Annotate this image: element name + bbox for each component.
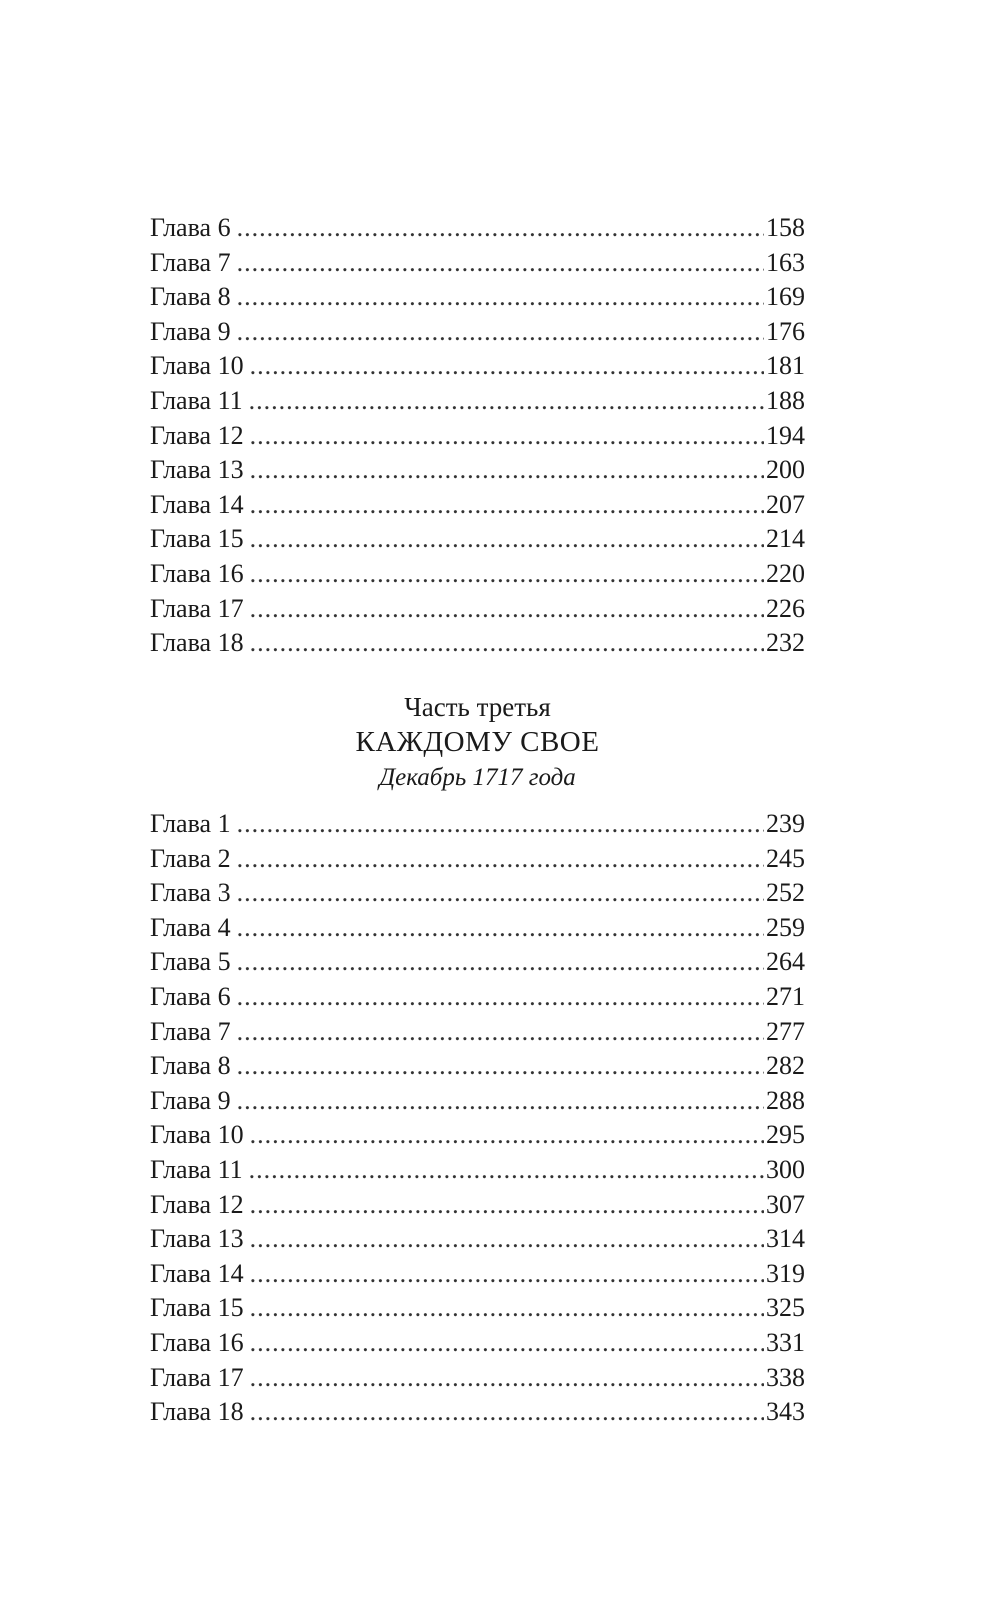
dot-leader [250,349,764,384]
toc-entry-page-number: 252 [766,878,805,908]
toc-entry [150,211,805,246]
toc-list-part-three [150,807,805,1430]
toc-entry [150,246,805,281]
dot-leader [249,384,764,419]
toc-entry [150,1153,805,1188]
toc-entry-label: Глава 17 [150,593,244,623]
toc-entry [150,1291,805,1326]
toc-entry [150,1118,805,1153]
dot-leader [250,1188,764,1223]
dot-leader [250,1291,764,1326]
toc-entry-page-number: 282 [766,1051,805,1081]
toc-entry-label: Глава 16 [150,1327,244,1357]
toc-entry-page-number: 264 [766,947,805,977]
dot-leader [237,1049,764,1084]
toc-entry-page-number: 176 [766,316,805,346]
toc-entry-label: Глава 14 [150,489,244,519]
toc-entry [150,1084,805,1119]
toc-entry-label: Глава 11 [150,1154,243,1184]
toc-entry [150,419,805,454]
toc-entry-label: Глава 15 [150,1293,244,1323]
toc-entry-page-number: 181 [766,351,805,381]
toc-entry-label: Глава 1 [150,809,231,838]
dot-leader [237,280,764,315]
dot-leader [237,980,764,1015]
dot-leader [237,876,764,911]
toc-entry [150,315,805,350]
dot-leader [237,842,764,877]
toc-entry [150,911,805,946]
toc-entry-label: Глава 2 [150,843,231,873]
toc-entry-label: Глава 12 [150,1189,244,1219]
toc-entry [150,842,805,877]
dot-leader [250,1222,764,1257]
toc-entry [150,488,805,523]
toc-entry [150,1222,805,1257]
toc-entry-page-number: 169 [766,282,805,312]
toc-entry-page-number: 300 [766,1154,805,1184]
toc-entry-label: Глава 5 [150,947,231,977]
dot-leader [250,592,764,627]
toc-entry-label: Глава 7 [150,1016,231,1046]
toc-entry [150,453,805,488]
toc-entry-page-number: 307 [766,1189,805,1219]
part-title: КАЖДОМУ СВОЕ [355,726,600,758]
toc-entry [150,807,805,842]
toc-entry-page-number: 200 [766,455,805,485]
part-heading [150,690,805,796]
dot-leader [250,1361,764,1396]
toc-entry [150,945,805,980]
toc-entry-label: Глава 17 [150,1362,244,1392]
toc-entry-page-number: 338 [766,1362,805,1392]
toc-entry [150,280,805,315]
dot-leader [237,315,764,350]
toc-entry-label: Глава 9 [150,1085,231,1115]
dot-leader [250,1395,764,1430]
dot-leader [237,211,764,246]
toc-entry [150,1395,805,1430]
toc-entry-page-number: 343 [766,1397,805,1427]
toc-entry-page-number: 207 [766,489,805,519]
toc-entry [150,1361,805,1396]
dot-leader [237,807,764,842]
dot-leader [249,1153,764,1188]
dot-leader [250,1118,764,1153]
toc-entry [150,1326,805,1361]
dot-leader [250,488,764,523]
toc-entry-label: Глава 8 [150,282,231,312]
part-subtitle: Декабрь 1717 года [379,764,576,791]
toc-entry-page-number: 271 [766,981,805,1011]
toc-entry [150,1015,805,1050]
dot-leader [237,1015,764,1050]
toc-entry-page-number: 188 [766,385,805,415]
toc-entry-label: Глава 6 [150,981,231,1011]
toc-entry-page-number: 295 [766,1120,805,1150]
toc-entry-page-number: 245 [766,843,805,873]
toc-entry-page-number: 194 [766,420,805,450]
toc-entry-label: Глава 4 [150,912,231,942]
toc-entry-label: Глава 18 [150,1397,244,1427]
toc-entry [150,522,805,557]
toc-entry-page-number: 232 [766,628,805,658]
dot-leader [237,945,764,980]
toc-entry-page-number: 277 [766,1016,805,1046]
toc-entry-page-number: 325 [766,1293,805,1323]
toc-entry-label: Глава 13 [150,455,244,485]
toc-entry-label: Глава 16 [150,558,244,588]
toc-entry-label: Глава 9 [150,316,231,346]
toc-entry [150,592,805,627]
toc-entry-label: Глава 6 [150,213,231,242]
toc-entry [150,1188,805,1223]
toc-entry-page-number: 331 [766,1327,805,1357]
toc-entry-page-number: 220 [766,558,805,588]
dot-leader [250,522,764,557]
toc-entry [150,1257,805,1292]
toc-entry-label: Глава 15 [150,524,244,554]
toc-entry-page-number: 259 [766,912,805,942]
toc-entry-label: Глава 13 [150,1224,244,1254]
toc-entry-page-number: 163 [766,247,805,277]
toc-entry [150,626,805,661]
toc-entry [150,557,805,592]
toc-entry-page-number: 226 [766,593,805,623]
part-number: Часть третья [404,692,551,722]
toc-entry-label: Глава 11 [150,385,243,415]
toc-entry [150,876,805,911]
dot-leader [250,419,764,454]
toc-entry-page-number: 214 [766,524,805,554]
toc-entry-label: Глава 10 [150,351,244,381]
dot-leader [237,1084,764,1119]
toc-entry-label: Глава 8 [150,1051,231,1081]
dot-leader [250,453,764,488]
toc-entry-label: Глава 10 [150,1120,244,1150]
toc-entry-page-number: 239 [766,809,805,838]
dot-leader [250,626,764,661]
toc-list-part-two [150,211,805,661]
toc-entry-page-number: 314 [766,1224,805,1254]
dot-leader [250,1257,764,1292]
toc-entry [150,1049,805,1084]
toc-entry-label: Глава 3 [150,878,231,908]
dot-leader [237,246,764,281]
toc-entry-label: Глава 7 [150,247,231,277]
toc-entry [150,349,805,384]
dot-leader [250,1326,764,1361]
toc-entry [150,980,805,1015]
toc-entry-page-number: 158 [766,213,805,242]
dot-leader [237,911,764,946]
toc-entry-label: Глава 18 [150,628,244,658]
toc-entry-page-number: 319 [766,1258,805,1288]
toc-entry-label: Глава 14 [150,1258,244,1288]
toc-entry-label: Глава 12 [150,420,244,450]
toc-entry-page-number: 288 [766,1085,805,1115]
toc-entry [150,384,805,419]
dot-leader [250,557,764,592]
